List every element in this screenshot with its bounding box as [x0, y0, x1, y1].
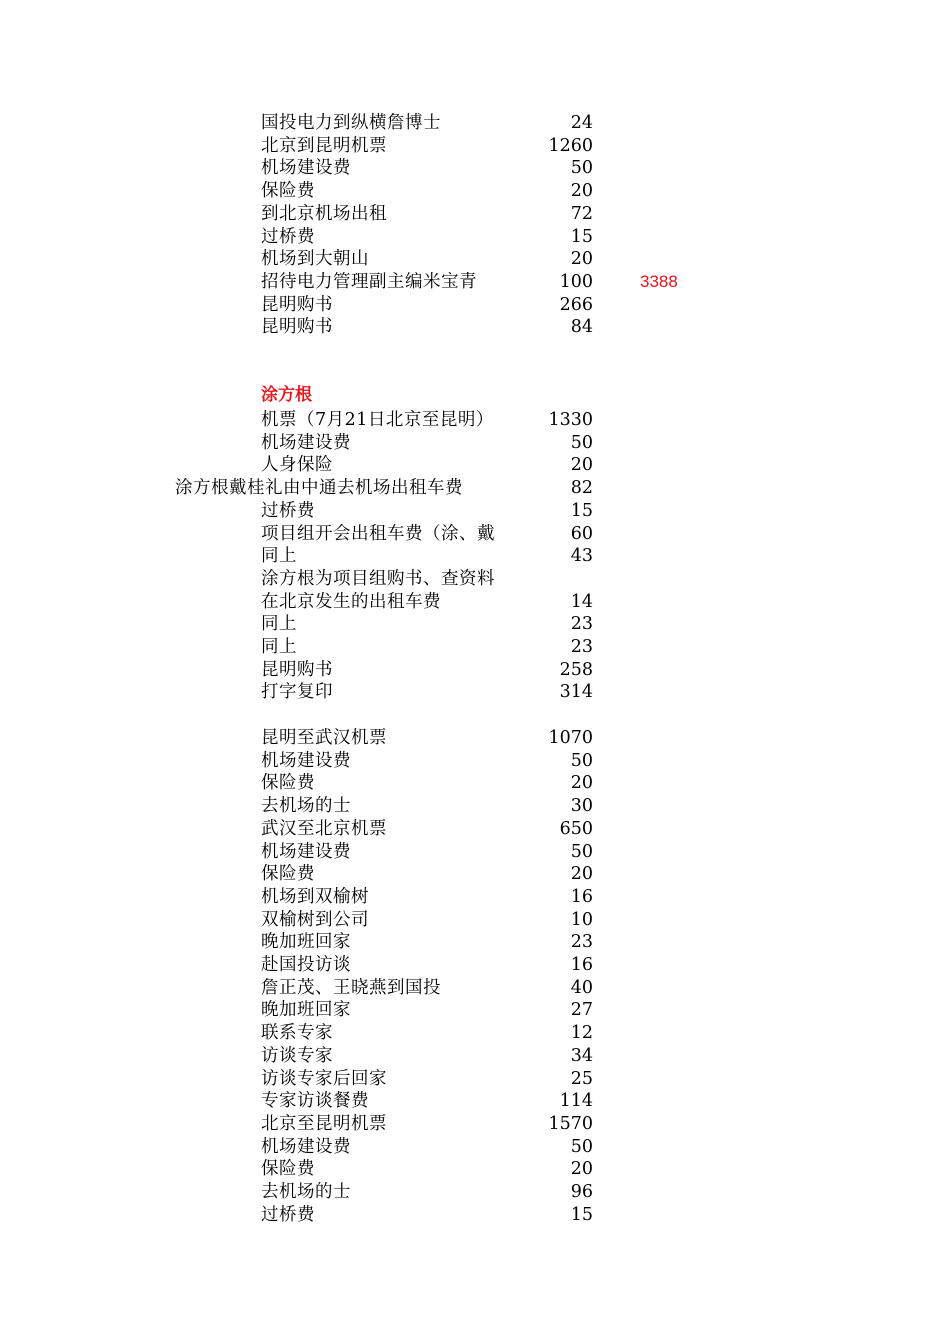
item-label: 打字复印	[261, 682, 333, 703]
table-row	[0, 1090, 950, 1113]
item-amount: 20	[570, 249, 593, 270]
item-label: 机场建设费	[261, 432, 351, 453]
item-amount: 82	[570, 478, 593, 499]
item-label: 涂方根戴桂礼由中通去机场出租车费	[175, 478, 463, 499]
item-amount: 27	[570, 1000, 593, 1021]
item-amount: 20	[570, 864, 593, 885]
table-row	[0, 1204, 950, 1227]
table-row	[0, 1045, 950, 1068]
item-label: 去机场的士	[261, 1182, 351, 1202]
item-label: 国投电力到纵横詹博士	[261, 113, 441, 133]
item-amount: 15	[570, 226, 593, 247]
table-row	[0, 226, 950, 249]
item-amount: 10	[570, 909, 593, 930]
table-row	[0, 772, 950, 795]
table-row	[0, 681, 950, 704]
table-row	[0, 454, 950, 477]
table-row	[0, 750, 950, 773]
item-amount: 16	[570, 955, 593, 975]
item-amount: 20	[570, 181, 593, 202]
item-label: 访谈专家	[261, 1045, 333, 1066]
item-amount: 34	[570, 1045, 593, 1066]
item-label: 昆明购书	[261, 317, 333, 338]
table-row	[0, 1158, 950, 1181]
table-row	[0, 545, 950, 568]
table-row	[0, 818, 950, 841]
table-row	[0, 477, 950, 500]
table-row	[0, 500, 950, 523]
table-row	[0, 795, 950, 818]
table-row	[0, 523, 950, 546]
item-label: 专家访谈餐费	[261, 1091, 369, 1112]
item-amount: 114	[559, 1091, 593, 1112]
table-row	[0, 977, 950, 1000]
table-row	[0, 316, 950, 339]
item-amount: 266	[559, 294, 593, 315]
item-label: 赴国投访谈	[261, 955, 351, 975]
item-label: 机票（7月21日北京至昆明）	[261, 410, 494, 430]
table-row	[0, 1022, 950, 1045]
item-amount: 24	[570, 113, 593, 133]
table-row	[0, 613, 950, 636]
item-label: 机场建设费	[261, 750, 351, 771]
item-label: 机场建设费	[261, 158, 351, 179]
item-label: 同上	[261, 614, 297, 635]
item-amount: 314	[559, 682, 593, 703]
item-label: 同上	[261, 637, 297, 657]
item-label: 机场到大朝山	[261, 249, 369, 270]
item-label: 过桥费	[261, 1204, 315, 1225]
table-row	[0, 409, 950, 432]
table-row	[0, 636, 950, 659]
item-label: 北京至昆明机票	[261, 1113, 387, 1134]
item-label: 保险费	[261, 864, 315, 885]
table-row	[0, 203, 950, 226]
table-row	[0, 863, 950, 886]
item-amount: 1570	[548, 1113, 593, 1134]
item-label: 昆明至武汉机票	[261, 728, 387, 748]
item-label: 项目组开会出租车费（涂、戴	[261, 523, 495, 544]
item-amount: 23	[570, 637, 593, 657]
table-row	[0, 1068, 950, 1091]
item-amount: 100	[559, 271, 593, 292]
table-row	[0, 1113, 950, 1136]
item-label: 人身保险	[261, 455, 333, 476]
item-amount: 60	[570, 523, 593, 544]
item-amount: 23	[570, 614, 593, 635]
item-label: 去机场的士	[261, 796, 351, 817]
item-amount: 16	[570, 886, 593, 907]
item-label: 武汉至北京机票	[261, 818, 387, 839]
table-row	[0, 112, 950, 135]
item-amount: 12	[570, 1023, 593, 1044]
item-label: 到北京机场出租	[261, 203, 387, 224]
item-amount: 15	[570, 500, 593, 521]
item-label: 同上	[261, 546, 297, 567]
item-amount: 50	[570, 432, 593, 453]
item-label: 保险费	[261, 1159, 315, 1180]
table-row	[0, 1136, 950, 1159]
item-label: 晚加班回家	[261, 932, 351, 953]
item-amount: 23	[570, 932, 593, 953]
item-amount: 15	[570, 1204, 593, 1225]
table-row	[0, 841, 950, 864]
item-label: 昆明购书	[261, 294, 333, 315]
item-label: 在北京发生的出租车费	[261, 591, 441, 612]
item-amount: 1260	[548, 135, 593, 156]
item-amount: 30	[570, 796, 593, 817]
item-amount: 40	[570, 977, 593, 998]
item-amount: 96	[570, 1182, 593, 1202]
item-label: 北京到昆明机票	[261, 135, 387, 156]
item-label: 晚加班回家	[261, 1000, 351, 1021]
table-row	[0, 659, 950, 682]
table-row	[0, 135, 950, 158]
item-amount: 43	[570, 546, 593, 567]
item-amount: 20	[570, 455, 593, 476]
item-amount: 1070	[548, 728, 593, 748]
table-row	[0, 886, 950, 909]
table-row	[0, 999, 950, 1022]
item-amount: 72	[570, 203, 593, 224]
table-row	[0, 271, 950, 294]
item-amount: 650	[559, 818, 593, 839]
item-label: 保险费	[261, 181, 315, 202]
item-amount: 14	[570, 591, 593, 612]
group-total: 3388	[640, 271, 678, 291]
item-label: 机场到双榆树	[261, 886, 369, 907]
table-row	[0, 727, 950, 750]
item-label: 访谈专家后回家	[261, 1068, 387, 1089]
item-label: 双榆树到公司	[261, 909, 369, 930]
table-row	[0, 909, 950, 932]
table-row	[0, 157, 950, 180]
table-row	[0, 931, 950, 954]
item-amount: 20	[570, 773, 593, 794]
item-amount: 84	[570, 317, 593, 338]
item-amount: 25	[570, 1068, 593, 1089]
item-label: 联系专家	[261, 1023, 333, 1044]
table-row	[0, 1181, 950, 1204]
section-title: 涂方根	[261, 385, 312, 406]
table-row	[0, 432, 950, 455]
item-label: 机场建设费	[261, 1136, 351, 1157]
item-label: 过桥费	[261, 226, 315, 247]
item-label: 詹正茂、王晓燕到国投	[261, 977, 441, 998]
item-label: 保险费	[261, 773, 315, 794]
item-label: 机场建设费	[261, 841, 351, 862]
item-amount: 1330	[548, 410, 593, 430]
table-row	[0, 591, 950, 614]
item-amount: 258	[559, 659, 593, 680]
table-row	[0, 954, 950, 977]
table-row	[0, 180, 950, 203]
item-amount: 50	[570, 1136, 593, 1157]
item-amount: 50	[570, 841, 593, 862]
item-label: 招待电力管理副主编米宝青	[261, 271, 477, 292]
item-amount: 50	[570, 158, 593, 179]
table-row	[0, 248, 950, 271]
item-amount: 50	[570, 750, 593, 771]
item-label: 涂方根为项目组购书、查资料	[261, 568, 495, 589]
table-row	[0, 294, 950, 317]
item-amount: 20	[570, 1159, 593, 1180]
item-label: 过桥费	[261, 500, 315, 521]
item-label: 昆明购书	[261, 659, 333, 680]
table-row	[0, 568, 950, 591]
